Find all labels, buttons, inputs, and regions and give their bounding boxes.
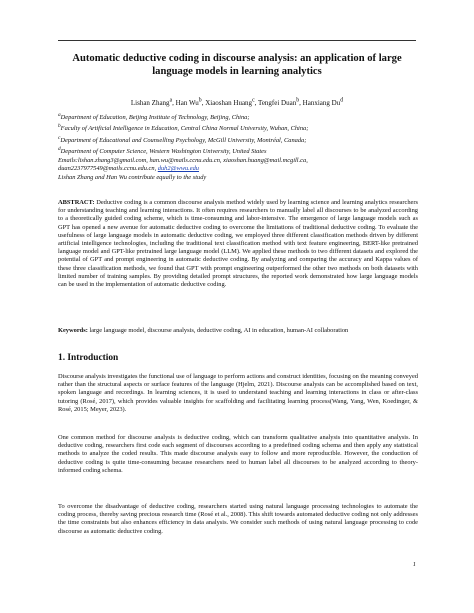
affiliations — [58, 111, 418, 157]
abstract-text: Deductive coding is a common discourse analysis method widely used by learning science and learning analytics researchers for understanding teaching and learning interactions. It often requires researchers to manually label all discourses to be analyzed according to a theoretically guided coding scheme, which is time-consuming and labor-intensive. The emergence of large language models such as GPT has opened a new avenue for automatic deductive coding to overcome the limitations of traditional deductive coding. To evaluate the usefulness of large language models in automatic deductive coding, we employed three different classification methods driven by different artificial intelligence technologies, including the traditional text classification method with text feature engineering, BERT-like pretrained language model and GPT-like pretrained large language model (LLM). We applied these methods to two different datasets and explored the potential of GPT and prompt engineering in automatic deductive coding. By analyzing and comparing the accuracy and Kappa values of these three classification methods, we found that GPT with prompt engineering outperformed the other two methods on both datasets with limited number of training samples. By providing detailed prompt structures, the reported work demonstrated how large language models can be used in the implementation of automatic deductive coding. — [58, 199, 418, 289]
author: Hanxiang Du$^d$ — [302, 98, 344, 108]
abstract-label: ABSTRACT: — [58, 199, 95, 206]
body-paragraph: Discourse analysis investigates the functional use of language to perform actions and construct identities, focusing on the meaning conveyed rather than the structural aspects or surface features of the language (Hjelm, 2021). Discourse analysis can be accomplished based on text, spoken language and recordings. In learning sciences, it is used to understand teaching and learning interactions in class or after-class tutoring (Rosé, 2017), which provides valuable insights for scaffolding and facilitating learning process(Wang, Yang, Wen, Koedinger, & Rosé, 2015; Meyer, 2023). — [58, 373, 418, 413]
keywords — [58, 327, 418, 335]
body-paragraph: One common method for discourse analysis is deductive coding, which can transform qualitative analysis into quantitative analysis. In deductive coding, researchers first code each segment of discourses according to a predefined coding schema and then apply any statistical methods to analyze the coded results. This made discourse analysis easy to follow and more reproducible. However, the conduction of deductive coding is quite time-consuming because researchers need to human label all discourses to be analyzed according to theory-informed coding schema. — [58, 434, 418, 474]
paper-title: Automatic deductive coding in discourse analysis: an application of large language models in learning analytics — [72, 53, 402, 77]
contact-emails — [58, 157, 418, 182]
affiliation-line: $^a$Department of Education, Beijing Institute of Technology, Beijing, China; — [58, 112, 250, 122]
author-list — [58, 97, 416, 108]
header-rule — [58, 40, 416, 41]
affiliation-line: $^d$Department of Computer Science, Western Washington University, United States — [58, 146, 267, 156]
author: Han Wu$^b$, — [175, 98, 206, 108]
keywords-label: Keywords: — [58, 327, 88, 334]
abstract — [58, 199, 418, 289]
author: Tengfei Duan$^b$, — [258, 98, 303, 108]
affiliation-line: $^c$Department of Educational and Counselling Psychology, McGill University, Montréal, Canada; — [58, 134, 307, 144]
page-number: 1 — [412, 561, 416, 568]
email-link[interactable]: duh2@wwu.edu — [157, 165, 199, 173]
affiliation-line: $^b$Faculty of Artificial Intelligence in Education, Central China Normal University, Wuhan, China; — [58, 123, 309, 133]
section-heading: 1. Introduction — [58, 353, 119, 363]
contribution-note: Lishan Zhang and Han Wu contribute equally to the study — [58, 173, 207, 181]
body-paragraph: To overcome the disadvantage of deductive coding, researchers started using natural language processing technologies to automate the coding process, thereby saving precious research time (Rosé et al., 2008). This shift towards automated deductive coding not only addresses the time constraints but also enhances efficiency in data analysis. We consider such methods of using natural language processing to code discourse as automatic deductive coding. — [58, 503, 418, 535]
email-line: duan2237977549@mails.ccnu.edu.cn, duh2@wwu.edu — [58, 165, 199, 173]
author: Lishan Zhang$^a$, — [130, 98, 176, 108]
author: Xiaoshan Huang$^c$, — [205, 98, 259, 108]
email-line: Emails:lishan.zhang3@gmail.com, han.wu@mails.ccnu.edu.cn, xiaoshan.huang@mail.mcgill.ca, — [58, 157, 308, 164]
keywords-text: large language model, discourse analysis, deductive coding, AI in education, human-AI collaboration — [89, 327, 349, 334]
